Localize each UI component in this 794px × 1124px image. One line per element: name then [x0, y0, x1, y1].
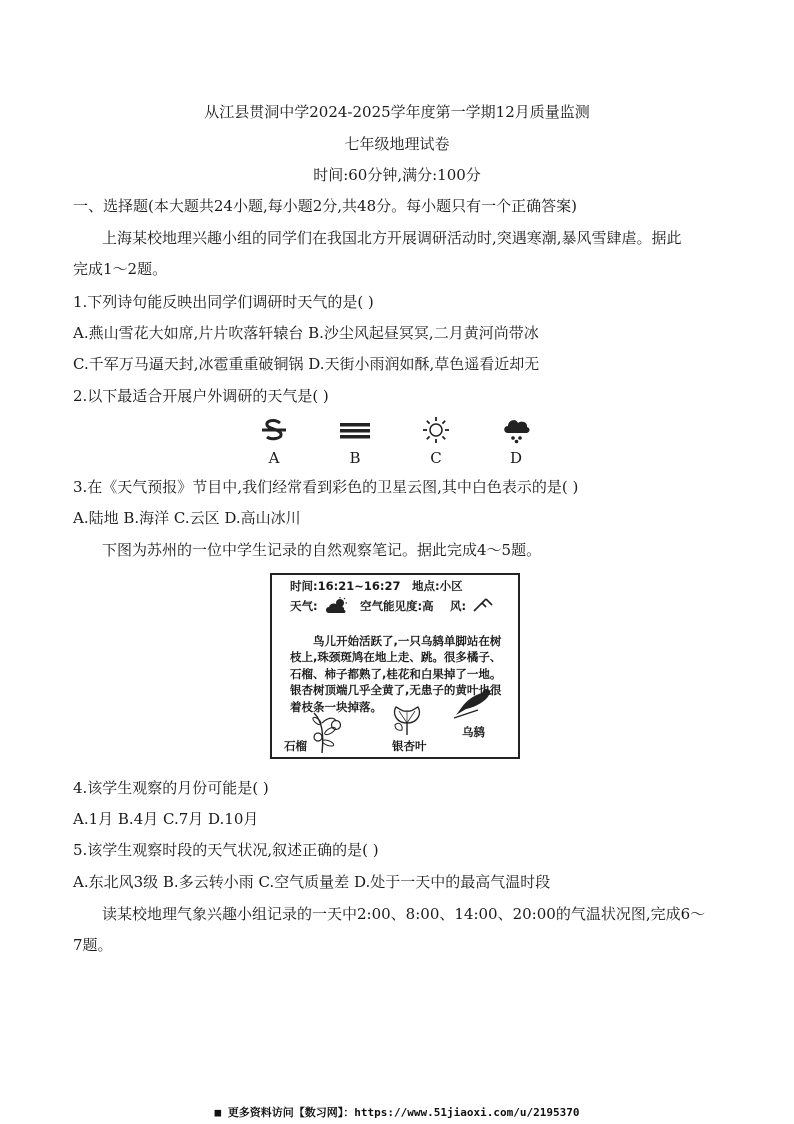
- notes-time: 时间:16:21~16:27: [290, 579, 401, 593]
- label-ginkgo: 银杏叶: [392, 739, 427, 753]
- option-label-b: B: [349, 449, 361, 467]
- label-pomegranate: 石榴: [284, 739, 307, 753]
- option-label-c: C: [430, 449, 442, 467]
- exam-subtitle: 七年级地理试卷: [344, 135, 450, 153]
- notes-weather-label: 天气:: [290, 599, 318, 613]
- sunny-icon: [416, 416, 456, 444]
- option-label-d: D: [509, 449, 523, 467]
- question-4-options: A.1月 B.4月 C.7月 D.10月: [73, 810, 259, 828]
- notes-place: 地点:小区: [412, 579, 463, 593]
- question-3-stem: 3.在《天气预报》节目中,我们经常看到彩色的卫星云图,其中白色表示的是( ): [73, 478, 579, 496]
- question-1-stem: 1.下列诗句能反映出同学们调研时天气的是( ): [73, 293, 374, 311]
- observation-notes-figure: [270, 573, 520, 759]
- footer-link[interactable]: ■ 更多资料访问【数习网】：https://www.51jiaoxi.com/u/2195370: [214, 1106, 580, 1119]
- exam-title: 从江县贯洞中学2024-2025学年度第一学期12月质量监测: [204, 103, 590, 121]
- sandstorm-icon: [254, 418, 294, 442]
- question-5-stem: 5.该学生观察时段的天气状况,叙述正确的是( ): [73, 841, 379, 859]
- question-4-stem: 4.该学生观察的月份可能是( ): [73, 779, 269, 797]
- blackbird-icon: [452, 685, 494, 723]
- passage-2-intro: 下图为苏州的一位中学生记录的自然观察笔记。据此完成4～5题。: [102, 541, 542, 559]
- pomegranate-branch-icon: [308, 709, 348, 759]
- wind-barb-icon: [472, 597, 494, 617]
- passage-intro-line2: 完成1～2题。: [73, 260, 168, 278]
- question-1-options-ab: A.燕山雪花大如席,片片吹落轩辕台 B.沙尘风起昼冥冥,二月黄河尚带冰: [73, 324, 539, 342]
- option-label-a: A: [268, 449, 280, 467]
- question-2-stem: 2.以下最适合开展户外调研的天气是( ): [73, 387, 329, 405]
- exam-time-info: 时间:60分钟,满分:100分: [313, 166, 481, 184]
- passage-intro-line1: 上海某校地理兴趣小组的同学们在我国北方开展调研活动时,突遇寒潮,暴风雪肆虐。据此: [102, 229, 682, 247]
- notes-visibility: 空气能见度:高: [360, 599, 434, 613]
- passage-3-intro-line1: 读某校地理气象兴趣小组记录的一天中2:00、8:00、14:00、20:00的气温状况图,完成6～: [102, 905, 706, 923]
- question-3-options: A.陆地 B.海洋 C.云区 D.高山冰川: [73, 509, 301, 527]
- hail-icon: [496, 416, 536, 444]
- notes-wind-label: 风:: [450, 599, 467, 613]
- label-blackbird: 乌鸫: [462, 725, 485, 739]
- ginkgo-leaf-icon: [390, 703, 424, 741]
- question-5-options: A.东北风3级 B.多云转小雨 C.空气质量差 D.处于一天中的最高气温时段: [73, 873, 551, 891]
- section-heading: 一、选择题(本大题共24小题,每小题2分,共48分。每小题只有一个正确答案): [73, 197, 577, 215]
- passage-3-intro-line2: 7题。: [73, 936, 113, 954]
- notes-body-text: 鸟儿开始活跃了,一只乌鸫单脚站在树枝上,珠颈斑鸠在地上走、跳。很多橘子、石榴、柿子都熟了,桂花和白果掉了一地。银杏树顶端几乎全黄了,无患子的黄叶也很着枝条一块掉落。: [290, 634, 502, 714]
- fog-icon: [335, 418, 375, 442]
- question-1-options-cd: C.千军万马逼天封,冰雹重重破铜锅 D.天街小雨润如酥,草色遥看近却无: [73, 355, 540, 373]
- cloudy-sun-icon: [325, 597, 349, 619]
